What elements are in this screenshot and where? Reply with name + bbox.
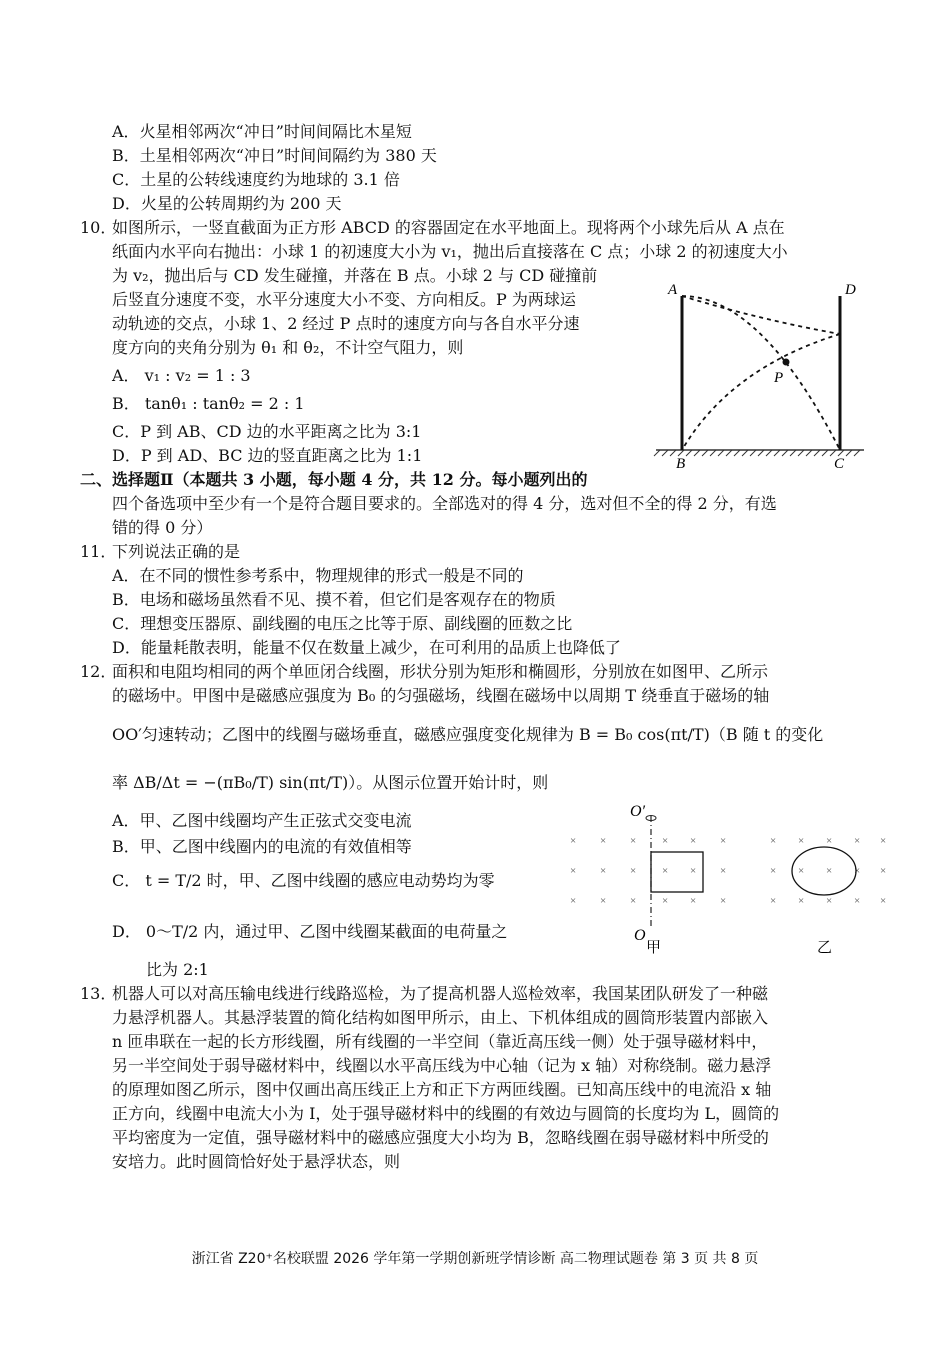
field-cross-mark: ×	[798, 835, 805, 847]
field-cross-mark: ×	[690, 895, 697, 907]
field-cross-mark: ×	[854, 895, 861, 907]
q11-option-c: C．理想变压器原、副线圈的电压之比等于原、副线圈的匝数之比	[112, 614, 573, 633]
q9-option-d: D．火星的公转周期约为 200 天	[112, 194, 342, 213]
intersection-point-p	[783, 359, 790, 366]
q12-stem-line2: 的磁场中。甲图中是磁感应强度为 B₀ 的匀强磁场，线圈在磁场中以周期 T 绕垂直于磁场的轴	[112, 686, 770, 705]
field-cross-mark: ×	[690, 865, 697, 877]
q13-stem-line6: 正方向，线圈中电流大小为 I，处于强导磁材料中的线圈的有效边与圆筒的长度均为 L，圆筒的	[112, 1104, 780, 1123]
trajectory-ball-2-after	[682, 334, 840, 450]
q10-stem-line4: 后竖直分速度不变，水平分速度大小不变、方向相反。P 为两球运	[112, 290, 576, 309]
field-cross-mark: ×	[570, 895, 577, 907]
field-cross-mark: ×	[630, 865, 637, 877]
q12-option-a: A．甲、乙图中线圈均产生正弦式交变电流	[112, 811, 412, 830]
label-o-prime: O′	[630, 803, 646, 820]
q13-number: 13．	[80, 984, 117, 1003]
q12-magnetic-field-figure	[560, 800, 890, 960]
q11-number: 11．	[80, 542, 117, 561]
field-cross-mark: ×	[720, 835, 727, 847]
field-cross-mark: ×	[720, 865, 727, 877]
field-cross-mark: ×	[690, 835, 697, 847]
q13-stem-line7: 平均密度为一定值，强导磁材料中的磁感应强度大小均为 B，忽略线圈在弱导磁材料中所受的	[112, 1128, 769, 1147]
label-o: O	[634, 927, 646, 944]
field-cross-mark: ×	[880, 895, 887, 907]
field-cross-mark: ×	[570, 835, 577, 847]
field-crosses-yi	[770, 835, 886, 907]
q13-stem-line4: 另一半空间处于弱导磁材料中，线圈以水平高压线为中心轴（记为 x 轴）对称绕制。磁力悬浮	[112, 1056, 772, 1075]
q13-stem-line3: n 匝串联在一起的长方形线圈，所有线圈的一半空间（靠近高压线一侧）处于强导磁材料中，	[112, 1032, 768, 1051]
q10-number: 10．	[80, 218, 117, 237]
q12-option-d: D． 0～T/2 内，通过甲、乙图中线圈某截面的电荷量之	[112, 922, 508, 941]
q9-option-a: A．火星相邻两次“冲日”时间间隔比木星短	[112, 122, 412, 141]
trajectory-ball-1	[682, 296, 840, 450]
field-cross-mark: ×	[770, 835, 777, 847]
q11-stem: 下列说法正确的是	[112, 542, 241, 561]
q12-stem-line4: 率 ΔB/Δt = −(πB₀/T) sin(πt/T)）。从图示位置开始计时，则	[112, 773, 549, 792]
q13-stem-line1: 机器人可以对高压输电线进行线路巡检，为了提高机器人巡检效率，我国某团队研发了一种磁	[112, 984, 769, 1003]
field-cross-mark: ×	[826, 865, 833, 877]
q11-option-b: B．电场和磁场虽然看不见、摸不着，但它们是客观存在的物质	[112, 590, 556, 609]
section-2-line3: 错的得 0 分）	[112, 518, 213, 537]
field-cross-mark: ×	[662, 865, 669, 877]
label-yi: 乙	[817, 940, 833, 956]
q12-option-c: C． t = T/2 时，甲、乙图中线圈的感应电动势均为零	[112, 871, 495, 890]
q11-option-a: A．在不同的惯性参考系中，物理规律的形式一般是不同的	[112, 566, 524, 585]
q10-stem-line5: 动轨迹的交点，小球 1、2 经过 P 点时的速度方向与各自水平分速	[112, 314, 580, 333]
q12-option-b: B．甲、乙图中线圈内的电流的有效值相等	[112, 837, 412, 856]
field-cross-mark: ×	[854, 835, 861, 847]
label-b: B	[676, 456, 686, 472]
ground-hatch	[654, 450, 864, 456]
q13-stem-line8: 安培力。此时圆筒恰好处于悬浮状态，则	[112, 1152, 401, 1171]
q13-stem-line2: 力悬浮机器人。其悬浮装置的简化结构如图甲所示，由上、下机体组成的圆筒形装置内部嵌入	[112, 1008, 769, 1027]
q10-stem-line3: 为 v₂，抛出后与 CD 发生碰撞，并落在 B 点。小球 2 与 CD 碰撞前	[112, 266, 598, 285]
label-c: C	[834, 456, 845, 472]
q10-stem-line1: 如图所示，一竖直截面为正方形 ABCD 的容器固定在水平地面上。现将两个小球先后从 A 点在	[112, 218, 785, 237]
q13-stem-line5: 的原理如图乙所示，图中仅画出高压线正上方和正下方两匝线圈。已知高压线中的电流沿 x 轴	[112, 1080, 772, 1099]
field-cross-mark: ×	[662, 835, 669, 847]
field-cross-mark: ×	[880, 865, 887, 877]
field-cross-mark: ×	[600, 895, 607, 907]
q10-option-b: B． tanθ₁ : tanθ₂ = 2 : 1	[112, 394, 305, 413]
section-2-heading: 二、选择题Ⅱ（本题共 3 小题，每小题 4 分，共 12 分。每小题列出的	[80, 470, 588, 489]
field-cross-mark: ×	[600, 835, 607, 847]
q10-container-figure	[650, 278, 870, 473]
q10-option-d: D．P 到 AD、BC 边的竖直距离之比为 1:1	[112, 446, 423, 465]
field-cross-mark: ×	[662, 895, 669, 907]
field-cross-mark: ×	[826, 895, 833, 907]
q10-stem-line2: 纸面内水平向右抛出：小球 1 的初速度大小为 v₁，抛出后直接落在 C 点；小球 2 的初速度大小	[112, 242, 788, 261]
q12-stem-line3: OO′匀速转动；乙图中的线圈与磁场垂直，磁感应强度变化规律为 B = B₀ cos(πt/T)（B 随 t 的变化	[112, 725, 824, 744]
field-cross-mark: ×	[770, 865, 777, 877]
field-cross-mark: ×	[570, 865, 577, 877]
trajectory-ball-2-before	[682, 296, 840, 334]
field-cross-mark: ×	[826, 835, 833, 847]
field-cross-mark: ×	[880, 835, 887, 847]
field-cross-mark: ×	[630, 835, 637, 847]
q9-option-b: B．土星相邻两次“冲日”时间间隔约为 380 天	[112, 146, 437, 165]
q10-option-a: A． v₁ : v₂ = 1 : 3	[112, 366, 251, 385]
label-p: P	[774, 370, 784, 386]
page-footer: 浙江省 Z20⁺名校联盟 2026 学年第一学期创新班学情诊断 高二物理试题卷 第 3 页 共 8 页	[191, 1251, 759, 1267]
field-cross-mark: ×	[600, 865, 607, 877]
field-cross-mark: ×	[630, 895, 637, 907]
field-cross-mark: ×	[798, 895, 805, 907]
label-d: D	[845, 282, 856, 298]
label-a: A	[668, 282, 678, 298]
label-jia: 甲	[646, 940, 662, 956]
q9-option-c: C．土星的公转线速度约为地球的 3.1 倍	[112, 170, 400, 189]
q12-option-d-cont: 比为 2:1	[146, 960, 209, 979]
q12-stem-line1: 面积和电阻均相同的两个单匝闭合线圈，形状分别为矩形和椭圆形，分别放在如图甲、乙所示	[112, 662, 769, 681]
q10-option-c: C．P 到 AB、CD 边的水平距离之比为 3:1	[112, 422, 422, 441]
section-2-line2: 四个备选项中至少有一个是符合题目要求的。全部选对的得 4 分，选对但不全的得 2 分，有选	[112, 494, 777, 513]
q12-number: 12．	[80, 662, 117, 681]
field-cross-mark: ×	[770, 895, 777, 907]
field-cross-mark: ×	[720, 895, 727, 907]
field-cross-mark: ×	[798, 865, 805, 877]
q10-stem-line6: 度方向的夹角分别为 θ₁ 和 θ₂，不计空气阻力，则	[112, 338, 464, 357]
q11-option-d: D．能量耗散表明，能量不仅在数量上减少，在可利用的品质上也降低了	[112, 638, 621, 657]
field-cross-mark: ×	[854, 865, 861, 877]
